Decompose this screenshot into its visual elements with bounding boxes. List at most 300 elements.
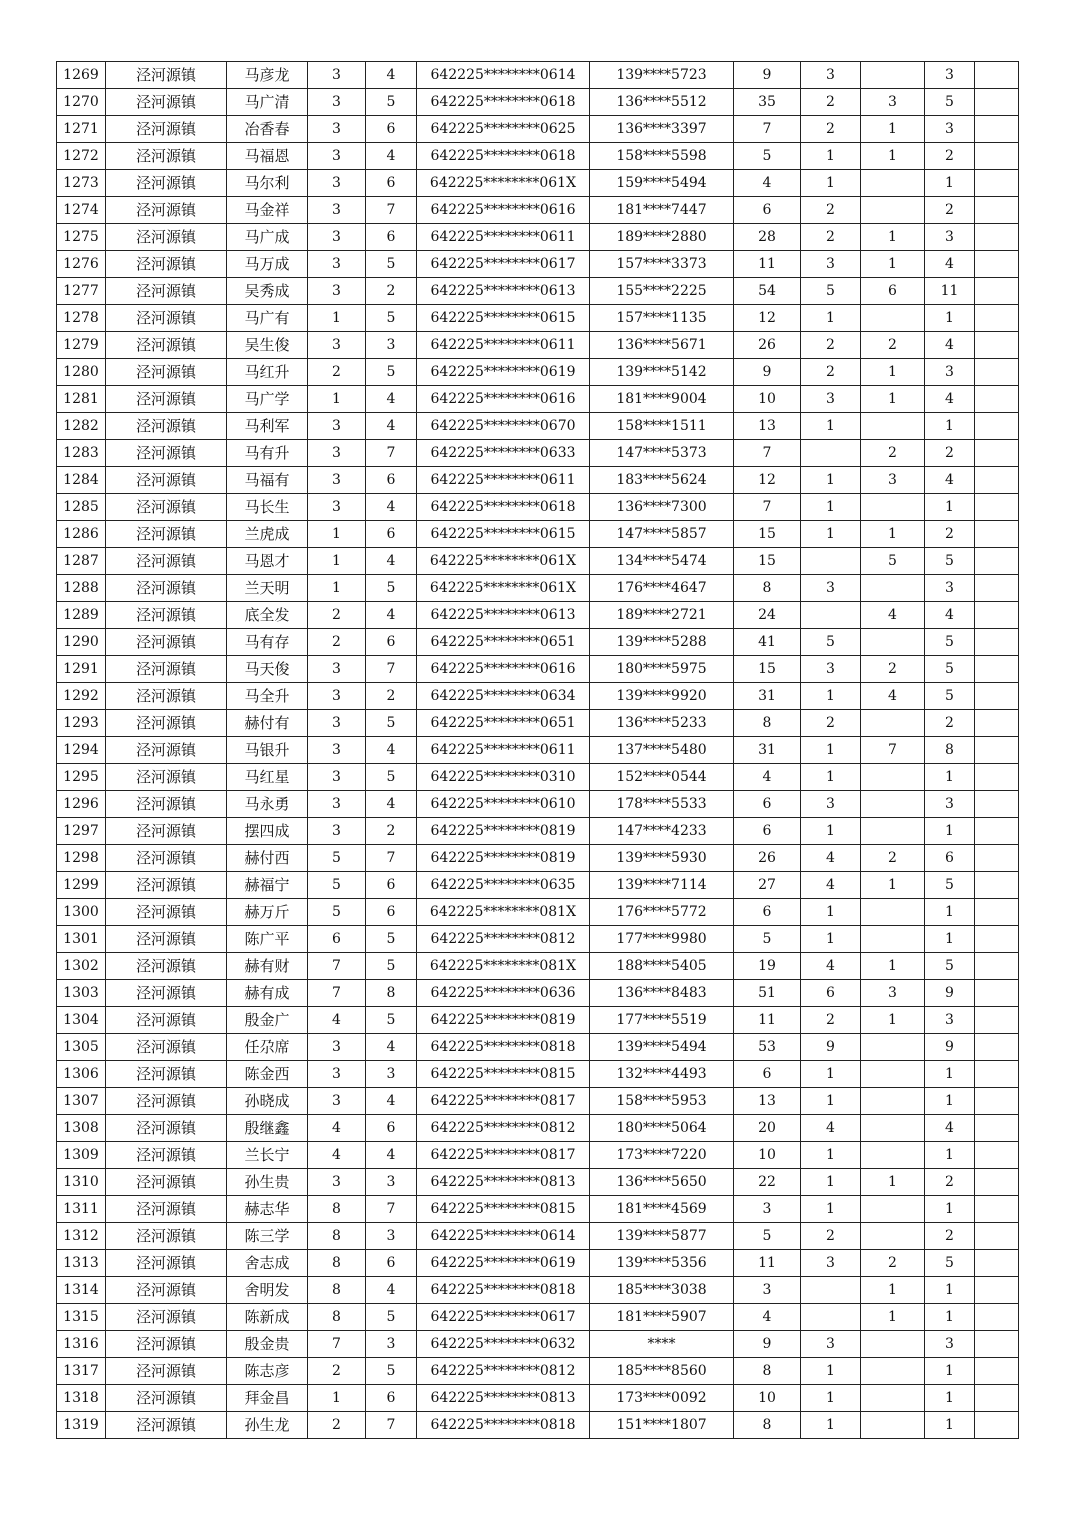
col-e-cell: 1 bbox=[861, 251, 925, 278]
name-cell: 舍明发 bbox=[227, 1277, 308, 1304]
col-d-cell: 2 bbox=[801, 116, 861, 143]
col-b-cell: 7 bbox=[366, 440, 417, 467]
col-e-cell bbox=[861, 62, 925, 89]
id-number-cell: 642225********0613 bbox=[417, 278, 590, 305]
town-cell: 泾河源镇 bbox=[106, 62, 227, 89]
col-b-cell: 3 bbox=[366, 332, 417, 359]
name-cell: 吴秀成 bbox=[227, 278, 308, 305]
col-e-cell: 2 bbox=[861, 332, 925, 359]
col-c-cell: 15 bbox=[734, 656, 801, 683]
col-f-cell: 2 bbox=[925, 1223, 975, 1250]
row-number-cell: 1298 bbox=[57, 845, 106, 872]
col-c-cell: 6 bbox=[734, 1061, 801, 1088]
col-d-cell: 4 bbox=[801, 953, 861, 980]
col-e-cell bbox=[861, 1412, 925, 1439]
phone-cell: 181****5907 bbox=[590, 1304, 734, 1331]
col-e-cell: 1 bbox=[861, 143, 925, 170]
col-e-cell: 3 bbox=[861, 89, 925, 116]
col-b-cell: 4 bbox=[366, 1277, 417, 1304]
col-a-cell: 2 bbox=[308, 359, 366, 386]
col-f-cell: 1 bbox=[925, 1385, 975, 1412]
col-c-cell: 10 bbox=[734, 1142, 801, 1169]
col-a-cell: 3 bbox=[308, 332, 366, 359]
town-cell: 泾河源镇 bbox=[106, 1277, 227, 1304]
col-e-cell bbox=[861, 413, 925, 440]
col-b-cell: 2 bbox=[366, 278, 417, 305]
col-a-cell: 3 bbox=[308, 656, 366, 683]
town-cell: 泾河源镇 bbox=[106, 980, 227, 1007]
table-row bbox=[57, 494, 1019, 521]
row-number-cell: 1307 bbox=[57, 1088, 106, 1115]
name-cell: 马银升 bbox=[227, 737, 308, 764]
name-cell: 拜金昌 bbox=[227, 1385, 308, 1412]
id-number-cell: 642225********081X bbox=[417, 953, 590, 980]
col-g-cell bbox=[975, 62, 1019, 89]
town-cell: 泾河源镇 bbox=[106, 1088, 227, 1115]
col-a-cell: 3 bbox=[308, 467, 366, 494]
col-d-cell: 1 bbox=[801, 1061, 861, 1088]
col-c-cell: 22 bbox=[734, 1169, 801, 1196]
phone-cell: 157****1135 bbox=[590, 305, 734, 332]
col-f-cell: 5 bbox=[925, 656, 975, 683]
col-b-cell: 4 bbox=[366, 386, 417, 413]
col-b-cell: 2 bbox=[366, 818, 417, 845]
name-cell: 马天俊 bbox=[227, 656, 308, 683]
table-row bbox=[57, 872, 1019, 899]
name-cell: 赫志华 bbox=[227, 1196, 308, 1223]
col-d-cell: 1 bbox=[801, 305, 861, 332]
town-cell: 泾河源镇 bbox=[106, 494, 227, 521]
col-e-cell: 6 bbox=[861, 278, 925, 305]
town-cell: 泾河源镇 bbox=[106, 440, 227, 467]
town-cell: 泾河源镇 bbox=[106, 251, 227, 278]
col-f-cell: 8 bbox=[925, 737, 975, 764]
id-number-cell: 642225********0818 bbox=[417, 1277, 590, 1304]
name-cell: 陈志彦 bbox=[227, 1358, 308, 1385]
col-c-cell: 19 bbox=[734, 953, 801, 980]
col-a-cell: 5 bbox=[308, 899, 366, 926]
table-row bbox=[57, 1115, 1019, 1142]
col-a-cell: 8 bbox=[308, 1304, 366, 1331]
col-c-cell: 24 bbox=[734, 602, 801, 629]
col-f-cell: 4 bbox=[925, 1115, 975, 1142]
col-e-cell: 1 bbox=[861, 1007, 925, 1034]
town-cell: 泾河源镇 bbox=[106, 845, 227, 872]
col-g-cell bbox=[975, 737, 1019, 764]
phone-cell: 188****5405 bbox=[590, 953, 734, 980]
phone-cell: 147****5373 bbox=[590, 440, 734, 467]
col-b-cell: 4 bbox=[366, 143, 417, 170]
id-number-cell: 642225********0817 bbox=[417, 1088, 590, 1115]
id-number-cell: 642225********0618 bbox=[417, 143, 590, 170]
col-c-cell: 9 bbox=[734, 359, 801, 386]
col-c-cell: 6 bbox=[734, 818, 801, 845]
row-number-cell: 1297 bbox=[57, 818, 106, 845]
col-c-cell: 7 bbox=[734, 494, 801, 521]
col-c-cell: 54 bbox=[734, 278, 801, 305]
row-number-cell: 1283 bbox=[57, 440, 106, 467]
phone-cell: 132****4493 bbox=[590, 1061, 734, 1088]
col-a-cell: 7 bbox=[308, 980, 366, 1007]
phone-cell: 180****5064 bbox=[590, 1115, 734, 1142]
id-number-cell: 642225********0615 bbox=[417, 305, 590, 332]
table-row bbox=[57, 899, 1019, 926]
town-cell: 泾河源镇 bbox=[106, 899, 227, 926]
town-cell: 泾河源镇 bbox=[106, 143, 227, 170]
col-a-cell: 3 bbox=[308, 737, 366, 764]
col-e-cell: 1 bbox=[861, 359, 925, 386]
col-c-cell: 5 bbox=[734, 1223, 801, 1250]
town-cell: 泾河源镇 bbox=[106, 359, 227, 386]
town-cell: 泾河源镇 bbox=[106, 1412, 227, 1439]
town-cell: 泾河源镇 bbox=[106, 89, 227, 116]
col-a-cell: 7 bbox=[308, 1331, 366, 1358]
col-b-cell: 6 bbox=[366, 899, 417, 926]
col-d-cell bbox=[801, 1304, 861, 1331]
id-number-cell: 642225********081X bbox=[417, 899, 590, 926]
col-b-cell: 6 bbox=[366, 1250, 417, 1277]
id-number-cell: 642225********0611 bbox=[417, 467, 590, 494]
col-b-cell: 5 bbox=[366, 575, 417, 602]
town-cell: 泾河源镇 bbox=[106, 791, 227, 818]
table-row bbox=[57, 1331, 1019, 1358]
table-row bbox=[57, 791, 1019, 818]
phone-cell: 189****2721 bbox=[590, 602, 734, 629]
col-a-cell: 4 bbox=[308, 1115, 366, 1142]
col-b-cell: 6 bbox=[366, 170, 417, 197]
name-cell: 马金祥 bbox=[227, 197, 308, 224]
col-b-cell: 4 bbox=[366, 494, 417, 521]
col-g-cell bbox=[975, 710, 1019, 737]
col-a-cell: 1 bbox=[308, 575, 366, 602]
id-number-cell: 642225********0617 bbox=[417, 1304, 590, 1331]
col-g-cell bbox=[975, 440, 1019, 467]
col-e-cell: 1 bbox=[861, 386, 925, 413]
col-d-cell: 4 bbox=[801, 845, 861, 872]
table-row bbox=[57, 197, 1019, 224]
col-e-cell: 2 bbox=[861, 1250, 925, 1277]
row-number-cell: 1287 bbox=[57, 548, 106, 575]
col-a-cell: 2 bbox=[308, 1358, 366, 1385]
col-f-cell: 9 bbox=[925, 1034, 975, 1061]
id-number-cell: 642225********061X bbox=[417, 170, 590, 197]
id-number-cell: 642225********0615 bbox=[417, 521, 590, 548]
town-cell: 泾河源镇 bbox=[106, 629, 227, 656]
col-f-cell: 2 bbox=[925, 440, 975, 467]
col-e-cell bbox=[861, 170, 925, 197]
col-g-cell bbox=[975, 629, 1019, 656]
col-a-cell: 3 bbox=[308, 764, 366, 791]
col-a-cell: 8 bbox=[308, 1196, 366, 1223]
id-number-cell: 642225********0616 bbox=[417, 386, 590, 413]
id-number-cell: 642225********0611 bbox=[417, 224, 590, 251]
town-cell: 泾河源镇 bbox=[106, 1304, 227, 1331]
col-c-cell: 26 bbox=[734, 845, 801, 872]
col-f-cell: 4 bbox=[925, 467, 975, 494]
id-number-cell: 642225********0614 bbox=[417, 1223, 590, 1250]
name-cell: 赫有成 bbox=[227, 980, 308, 1007]
id-number-cell: 642225********0611 bbox=[417, 737, 590, 764]
col-a-cell: 3 bbox=[308, 89, 366, 116]
table-row bbox=[57, 953, 1019, 980]
col-e-cell: 7 bbox=[861, 737, 925, 764]
phone-cell: 151****1807 bbox=[590, 1412, 734, 1439]
phone-cell: 139****5288 bbox=[590, 629, 734, 656]
col-e-cell: 4 bbox=[861, 602, 925, 629]
data-table bbox=[56, 61, 1019, 1439]
col-a-cell: 1 bbox=[308, 386, 366, 413]
phone-cell: 155****2225 bbox=[590, 278, 734, 305]
col-b-cell: 5 bbox=[366, 953, 417, 980]
col-d-cell: 5 bbox=[801, 278, 861, 305]
col-a-cell: 3 bbox=[308, 494, 366, 521]
col-e-cell: 1 bbox=[861, 872, 925, 899]
row-number-cell: 1284 bbox=[57, 467, 106, 494]
town-cell: 泾河源镇 bbox=[106, 926, 227, 953]
col-b-cell: 6 bbox=[366, 521, 417, 548]
col-a-cell: 3 bbox=[308, 1088, 366, 1115]
col-f-cell: 5 bbox=[925, 1250, 975, 1277]
col-g-cell bbox=[975, 413, 1019, 440]
col-d-cell: 1 bbox=[801, 413, 861, 440]
col-e-cell: 4 bbox=[861, 683, 925, 710]
col-b-cell: 4 bbox=[366, 548, 417, 575]
table-row bbox=[57, 89, 1019, 116]
table-row bbox=[57, 1412, 1019, 1439]
phone-cell: 158****5953 bbox=[590, 1088, 734, 1115]
phone-cell: 137****5480 bbox=[590, 737, 734, 764]
col-a-cell: 3 bbox=[308, 143, 366, 170]
row-number-cell: 1305 bbox=[57, 1034, 106, 1061]
row-number-cell: 1278 bbox=[57, 305, 106, 332]
col-f-cell: 1 bbox=[925, 926, 975, 953]
col-f-cell: 2 bbox=[925, 197, 975, 224]
phone-cell: 134****5474 bbox=[590, 548, 734, 575]
id-number-cell: 642225********0633 bbox=[417, 440, 590, 467]
col-f-cell: 1 bbox=[925, 1277, 975, 1304]
table-row bbox=[57, 143, 1019, 170]
col-d-cell: 5 bbox=[801, 629, 861, 656]
table-row bbox=[57, 1169, 1019, 1196]
col-g-cell bbox=[975, 1142, 1019, 1169]
col-c-cell: 41 bbox=[734, 629, 801, 656]
name-cell: 马尔利 bbox=[227, 170, 308, 197]
col-a-cell: 8 bbox=[308, 1223, 366, 1250]
table-row bbox=[57, 386, 1019, 413]
name-cell: 舍志成 bbox=[227, 1250, 308, 1277]
phone-cell: 139****5723 bbox=[590, 62, 734, 89]
col-f-cell: 4 bbox=[925, 332, 975, 359]
town-cell: 泾河源镇 bbox=[106, 737, 227, 764]
col-d-cell: 2 bbox=[801, 89, 861, 116]
town-cell: 泾河源镇 bbox=[106, 1169, 227, 1196]
col-a-cell: 3 bbox=[308, 683, 366, 710]
row-number-cell: 1289 bbox=[57, 602, 106, 629]
col-g-cell bbox=[975, 359, 1019, 386]
col-e-cell: 5 bbox=[861, 548, 925, 575]
col-e-cell bbox=[861, 494, 925, 521]
id-number-cell: 642225********0611 bbox=[417, 332, 590, 359]
col-e-cell: 1 bbox=[861, 1277, 925, 1304]
col-a-cell: 3 bbox=[308, 818, 366, 845]
town-cell: 泾河源镇 bbox=[106, 116, 227, 143]
col-c-cell: 9 bbox=[734, 62, 801, 89]
col-g-cell bbox=[975, 521, 1019, 548]
col-a-cell: 3 bbox=[308, 440, 366, 467]
col-b-cell: 3 bbox=[366, 1169, 417, 1196]
col-f-cell: 3 bbox=[925, 575, 975, 602]
col-c-cell: 8 bbox=[734, 1358, 801, 1385]
col-e-cell bbox=[861, 1358, 925, 1385]
table-row bbox=[57, 548, 1019, 575]
col-g-cell bbox=[975, 386, 1019, 413]
col-f-cell: 1 bbox=[925, 1304, 975, 1331]
col-c-cell: 27 bbox=[734, 872, 801, 899]
col-f-cell: 1 bbox=[925, 1196, 975, 1223]
col-c-cell: 6 bbox=[734, 899, 801, 926]
col-c-cell: 12 bbox=[734, 467, 801, 494]
name-cell: 马万成 bbox=[227, 251, 308, 278]
col-a-cell: 5 bbox=[308, 845, 366, 872]
row-number-cell: 1276 bbox=[57, 251, 106, 278]
name-cell: 孙生贵 bbox=[227, 1169, 308, 1196]
col-g-cell bbox=[975, 1061, 1019, 1088]
col-e-cell: 1 bbox=[861, 224, 925, 251]
col-g-cell bbox=[975, 899, 1019, 926]
row-number-cell: 1312 bbox=[57, 1223, 106, 1250]
table-row bbox=[57, 251, 1019, 278]
row-number-cell: 1285 bbox=[57, 494, 106, 521]
row-number-cell: 1290 bbox=[57, 629, 106, 656]
table-row bbox=[57, 1007, 1019, 1034]
col-f-cell: 2 bbox=[925, 710, 975, 737]
id-number-cell: 642225********0812 bbox=[417, 1115, 590, 1142]
table-row bbox=[57, 224, 1019, 251]
phone-cell: 189****2880 bbox=[590, 224, 734, 251]
town-cell: 泾河源镇 bbox=[106, 467, 227, 494]
table-row bbox=[57, 602, 1019, 629]
id-number-cell: 642225********0819 bbox=[417, 818, 590, 845]
town-cell: 泾河源镇 bbox=[106, 1358, 227, 1385]
col-f-cell: 2 bbox=[925, 1169, 975, 1196]
col-g-cell bbox=[975, 278, 1019, 305]
col-e-cell bbox=[861, 1061, 925, 1088]
col-a-cell: 3 bbox=[308, 1169, 366, 1196]
name-cell: 吴生俊 bbox=[227, 332, 308, 359]
table-row bbox=[57, 1034, 1019, 1061]
col-c-cell: 15 bbox=[734, 548, 801, 575]
town-cell: 泾河源镇 bbox=[106, 548, 227, 575]
name-cell: 马红星 bbox=[227, 764, 308, 791]
col-f-cell: 1 bbox=[925, 1358, 975, 1385]
row-number-cell: 1269 bbox=[57, 62, 106, 89]
col-e-cell bbox=[861, 1196, 925, 1223]
town-cell: 泾河源镇 bbox=[106, 1115, 227, 1142]
name-cell: 陈新成 bbox=[227, 1304, 308, 1331]
id-number-cell: 642225********0815 bbox=[417, 1061, 590, 1088]
phone-cell: 158****1511 bbox=[590, 413, 734, 440]
id-number-cell: 642225********0813 bbox=[417, 1385, 590, 1412]
col-c-cell: 31 bbox=[734, 737, 801, 764]
col-d-cell: 6 bbox=[801, 980, 861, 1007]
col-b-cell: 4 bbox=[366, 791, 417, 818]
phone-cell: 183****5624 bbox=[590, 467, 734, 494]
col-a-cell: 3 bbox=[308, 170, 366, 197]
id-number-cell: 642225********0815 bbox=[417, 1196, 590, 1223]
col-a-cell: 3 bbox=[308, 251, 366, 278]
phone-cell: 139****5877 bbox=[590, 1223, 734, 1250]
id-number-cell: 642225********0625 bbox=[417, 116, 590, 143]
row-number-cell: 1308 bbox=[57, 1115, 106, 1142]
table-row bbox=[57, 710, 1019, 737]
table-row bbox=[57, 575, 1019, 602]
col-e-cell bbox=[861, 575, 925, 602]
name-cell: 赫万斤 bbox=[227, 899, 308, 926]
col-b-cell: 4 bbox=[366, 602, 417, 629]
col-b-cell: 7 bbox=[366, 1412, 417, 1439]
id-number-cell: 642225********061X bbox=[417, 548, 590, 575]
col-f-cell: 3 bbox=[925, 791, 975, 818]
col-f-cell: 1 bbox=[925, 1061, 975, 1088]
col-e-cell: 2 bbox=[861, 845, 925, 872]
col-f-cell: 2 bbox=[925, 521, 975, 548]
col-b-cell: 6 bbox=[366, 1385, 417, 1412]
col-b-cell: 4 bbox=[366, 737, 417, 764]
town-cell: 泾河源镇 bbox=[106, 656, 227, 683]
col-c-cell: 15 bbox=[734, 521, 801, 548]
col-g-cell bbox=[975, 1412, 1019, 1439]
id-number-cell: 642225********0613 bbox=[417, 602, 590, 629]
table-row bbox=[57, 1196, 1019, 1223]
col-e-cell bbox=[861, 791, 925, 818]
col-e-cell bbox=[861, 197, 925, 224]
name-cell: 兰虎成 bbox=[227, 521, 308, 548]
col-f-cell: 3 bbox=[925, 116, 975, 143]
col-d-cell: 2 bbox=[801, 197, 861, 224]
col-c-cell: 8 bbox=[734, 575, 801, 602]
col-e-cell bbox=[861, 1088, 925, 1115]
phone-cell: 185****8560 bbox=[590, 1358, 734, 1385]
col-c-cell: 35 bbox=[734, 89, 801, 116]
phone-cell: 136****5233 bbox=[590, 710, 734, 737]
table-row bbox=[57, 629, 1019, 656]
phone-cell: 136****5650 bbox=[590, 1169, 734, 1196]
town-cell: 泾河源镇 bbox=[106, 1250, 227, 1277]
col-b-cell: 6 bbox=[366, 224, 417, 251]
col-c-cell: 10 bbox=[734, 386, 801, 413]
col-g-cell bbox=[975, 953, 1019, 980]
col-g-cell bbox=[975, 1034, 1019, 1061]
town-cell: 泾河源镇 bbox=[106, 170, 227, 197]
col-e-cell bbox=[861, 1223, 925, 1250]
col-f-cell: 3 bbox=[925, 1007, 975, 1034]
col-d-cell: 3 bbox=[801, 1331, 861, 1358]
phone-cell: 181****4569 bbox=[590, 1196, 734, 1223]
id-number-cell: 642225********0310 bbox=[417, 764, 590, 791]
row-number-cell: 1301 bbox=[57, 926, 106, 953]
col-d-cell: 1 bbox=[801, 1088, 861, 1115]
col-g-cell bbox=[975, 1088, 1019, 1115]
phone-cell: 173****0092 bbox=[590, 1385, 734, 1412]
id-number-cell: 642225********0818 bbox=[417, 1412, 590, 1439]
name-cell: 任尕席 bbox=[227, 1034, 308, 1061]
row-number-cell: 1314 bbox=[57, 1277, 106, 1304]
id-number-cell: 642225********0670 bbox=[417, 413, 590, 440]
name-cell: 马广学 bbox=[227, 386, 308, 413]
table-row bbox=[57, 278, 1019, 305]
phone-cell: 157****3373 bbox=[590, 251, 734, 278]
col-g-cell bbox=[975, 791, 1019, 818]
